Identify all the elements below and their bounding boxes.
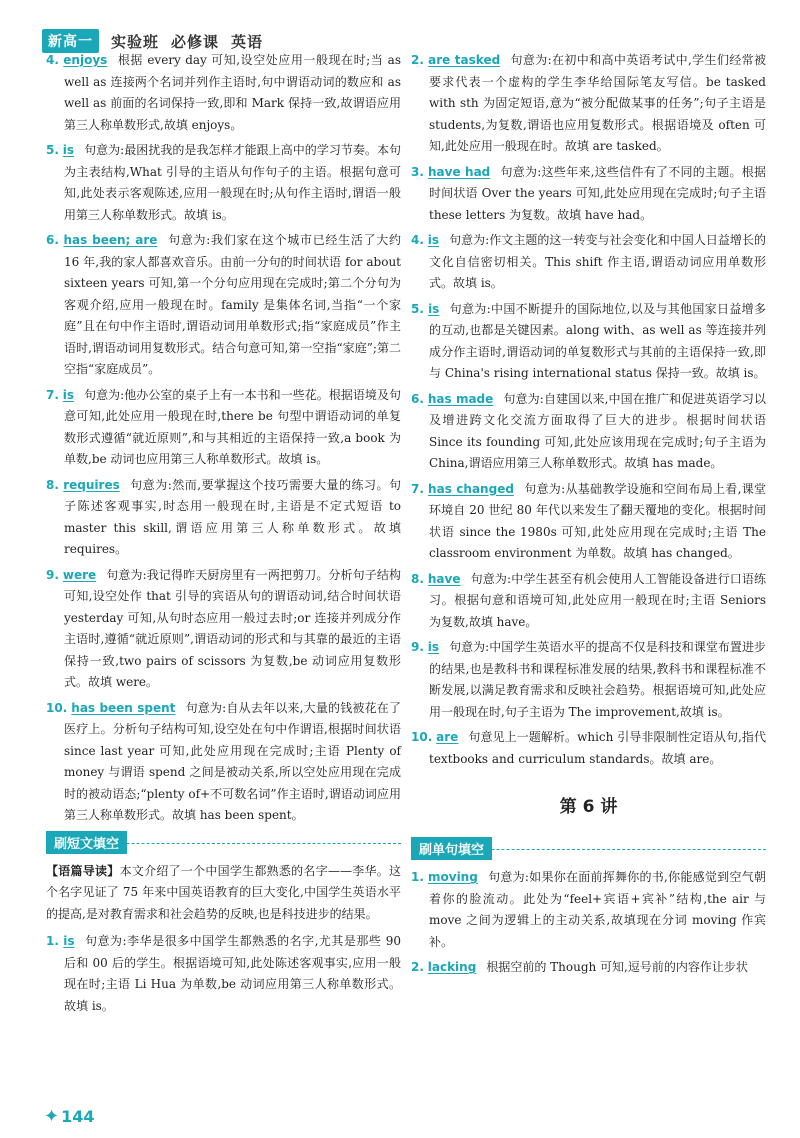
answer-item bbox=[411, 867, 766, 953]
explanation-text: 句意为:最困扰我的是我怎样才能跟上高中的学习节奏。本句为主表结构,What 引导的主语从句作句子的主语。根据句意可知,此处表示客观陈述,应用一般现在时;从句作主语时,谓语一般用第三人称单数形式。故填 is。 bbox=[64, 143, 401, 222]
section-header-passage bbox=[46, 831, 401, 857]
passage-intro bbox=[46, 861, 401, 926]
page-number-text: 144 bbox=[61, 1107, 95, 1126]
section-title: 刷短文填空 bbox=[46, 831, 127, 854]
item-number: 1. bbox=[46, 934, 59, 948]
answer-key: is bbox=[62, 387, 75, 402]
answer-item bbox=[46, 475, 401, 561]
answer-item bbox=[411, 299, 766, 385]
answer-item bbox=[46, 230, 401, 381]
explanation-text: 句意为:李华是很多中国学生都熟悉的名字,尤其是那些 90 后和 00 后的学生。根据语境可知,此处陈述客观事实,应用一般现在时;主语 Li Hua 为单数,be 动词应用第三人称单数形式。故填 is。 bbox=[64, 934, 401, 1013]
explanation-text: 句意为:我们家在这个城市已经生活了大约 16 年,我的家人都喜欢音乐。由前一分句的时间状语 for about sixteen years 可知,第一个分句应用现在完成时;第二个分句为客观介绍,应用一般现在时。family 是集体名词,当指“一个家庭”且在句中作主语时,谓语动词用单数形式;指“家庭成员”作主语时,谓语动词用复数形式。结合句意可知,第一空指“家庭”;第二空指“家庭成员”。 bbox=[64, 233, 401, 376]
right-column bbox=[411, 50, 766, 983]
item-number: 9. bbox=[411, 640, 424, 654]
item-number: 2. bbox=[411, 53, 424, 67]
left-column bbox=[46, 50, 401, 1021]
answer-item bbox=[46, 50, 401, 136]
answer-key: has been spent bbox=[71, 700, 176, 715]
explanation-text: 句意为:中国不断提升的国际地位,以及与其他国家日益增多的互动,也都是关键因素。along with、as well as 等连接并列成分作主语时,谓语动词的单复数形式与其前的主语保持一致,即与 China's rising international status 保持一致。故填 is。 bbox=[429, 301, 766, 380]
item-number: 9. bbox=[46, 567, 59, 582]
explanation-text: 句意为:中国学生英语水平的提高不仅是科技和课堂布置进步的结果,也是教科书和课程标准发展的结果,教科书和课程标准不断发展,以满足教育需求和反映社会趋势。根据语境可知,此处应用一般现在时,句子主语为 The improvement,故填 is。 bbox=[429, 640, 766, 719]
answer-item bbox=[46, 565, 401, 694]
item-number: 2. bbox=[411, 960, 424, 974]
intro-label: 【语篇导读】 bbox=[46, 863, 120, 878]
explanation-text: 句意为:然而,要掌握这个技巧需要大量的练习。句子陈述客观事实,时态用一般现在时,主语是不定式短语 to master this skill,谓语应用第三人称单数形式。故填 requires。 bbox=[64, 477, 401, 556]
explanation-text: 句意为:从基础教学设施和空间布局上看,课堂环境自 20 世纪 80 年代以来发生了翻天覆地的变化。根据时间状语 since the 1980s 可知,此处应用现在完成时;主语 The classroom environment 为单数。故填 has changed。 bbox=[429, 481, 767, 560]
answer-item bbox=[411, 389, 766, 475]
answer-key: are tasked bbox=[428, 53, 501, 67]
answer-item bbox=[411, 637, 766, 723]
answer-key: were bbox=[62, 567, 97, 582]
answer-item bbox=[46, 140, 401, 226]
answer-key: has changed bbox=[428, 481, 514, 496]
page-header bbox=[42, 30, 263, 52]
subject-label: 英语 bbox=[231, 32, 264, 51]
answer-item bbox=[411, 162, 766, 227]
answer-item bbox=[411, 479, 766, 565]
answer-key: is bbox=[427, 640, 440, 654]
answer-key: requires bbox=[63, 477, 120, 492]
item-number: 8. bbox=[46, 477, 59, 492]
series-label: 实验班 bbox=[111, 32, 160, 51]
answer-key: are bbox=[436, 730, 459, 744]
explanation-text: 句意为:他办公室的桌子上有一本书和一些花。根据语境及句意可知,此处应用一般现在时,there be 句型中谓语动词的单复数形式遵循“就近原则”,和与其相近的主语保持一致,a book 为单数,be 动词也应用第三人称单数形式。故填 is。 bbox=[64, 387, 401, 466]
explanation-text: 句意为:自建国以来,中国在推广和促进英语学习以及增进跨文化交流方面取得了巨大的进步。根据时间状语 Since its founding 可知,此处应该用现在完成时;句子主语为 China,谓语应用第三人称单数形式。故填 has made。 bbox=[429, 391, 767, 470]
explanation-text: 句意见上一题解析。which 引导非限制性定语从句,指代 textbooks and curriculum standards。故填 are。 bbox=[429, 730, 766, 766]
item-number: 5. bbox=[46, 143, 59, 157]
answer-item bbox=[46, 931, 401, 1017]
answer-item bbox=[411, 50, 766, 158]
explanation-text: 句意为:自从去年以来,大量的钱被花在了医疗上。分析句子结构可知,设空处在句中作谓语,根据时间状语 since last year 可知,此处应用现在完成时;主语 Plenty of money 与谓语 spend 之间是被动关系,所以空处应用现在完成时的被动语态;“plenty of+不可数名词”作主语时,谓语动词应用第三人称单数形式。故填 has been spent。 bbox=[64, 700, 402, 822]
item-number: 6. bbox=[411, 391, 424, 406]
answer-item bbox=[46, 385, 401, 471]
answer-key: is bbox=[63, 934, 75, 948]
answer-key: is bbox=[427, 233, 440, 247]
star-icon: ✦ bbox=[44, 1106, 60, 1127]
book-label: 必修课 bbox=[171, 32, 220, 51]
answer-key: have bbox=[427, 571, 461, 586]
explanation-text: 根据空前的 Though 可知,逗号前的内容作让步状 bbox=[486, 960, 748, 974]
answer-key: has made bbox=[427, 391, 494, 406]
answer-item bbox=[46, 698, 401, 827]
item-number: 6. bbox=[46, 233, 59, 247]
item-number: 1. bbox=[411, 870, 424, 884]
page-number bbox=[44, 1106, 95, 1127]
explanation-text: 句意为:作文主题的这一转变与社会变化和中国人日益增长的文化自信密切相关。This shift 作主语,谓语动词应用单数形式。故填 is。 bbox=[429, 233, 766, 290]
answer-key: have had bbox=[428, 164, 491, 179]
lecture-title: 第 6 讲 bbox=[559, 797, 618, 817]
explanation-text: 句意为:这些年来,这些信件有了不同的主题。根据时间状语 Over the years 可知,此处应用现在完成时;句子主语 these letters 为复数。故填 have had。 bbox=[429, 164, 766, 222]
item-number: 4. bbox=[46, 53, 59, 67]
item-number: 10. bbox=[46, 700, 68, 715]
item-number: 7. bbox=[46, 387, 59, 402]
answer-key: has been; are bbox=[63, 233, 158, 247]
item-number: 3. bbox=[411, 164, 424, 179]
item-number: 10. bbox=[411, 730, 433, 744]
item-number: 4. bbox=[411, 233, 424, 247]
answer-item bbox=[411, 727, 766, 770]
explanation-text: 句意为:如果你在面前挥舞你的书,你能感觉到空气朝着你的脸流动。此处为“feel+宾语+宾补”结构,the air 与 move 之间为逻辑上的主动关系,故填现在分词 moving 作宾补。 bbox=[429, 870, 766, 949]
answer-key: lacking bbox=[427, 960, 477, 974]
grade-tag: 新高一 bbox=[42, 29, 99, 53]
answer-key: is bbox=[428, 301, 440, 316]
item-number: 8. bbox=[411, 571, 424, 586]
section-header-sentence bbox=[411, 837, 766, 863]
answer-item bbox=[411, 569, 766, 634]
explanation-text: 根据 every day 可知,设空处应用一般现在时;当 as well as 连接两个名词并列作主语时,句中谓语动词的数应和 as well as 前面的名词保持一致,即和 Mark 保持一致,故谓语应用第三人称单数形式,故填 enjoys。 bbox=[64, 53, 401, 132]
intro-text: 本文介绍了一个中国学生都熟悉的名字——李华。这个名字见证了 75 年来中国英语教育的巨大变化,中国学生英语水平的提高,是对教育需求和社会趋势的反映,也是科技进步的结果。 bbox=[46, 863, 401, 921]
explanation-text: 句意为:中学生甚至有机会使用人工智能设备进行口语练习。根据句意和语境可知,此处应用一般现在时;主语 Seniors 为复数,故填 have。 bbox=[429, 571, 766, 629]
item-number: 5. bbox=[411, 301, 424, 316]
answer-key: is bbox=[62, 143, 75, 157]
item-number: 7. bbox=[411, 481, 424, 496]
answer-key: enjoys bbox=[63, 53, 108, 67]
explanation-text: 句意为:我记得昨天厨房里有一两把剪刀。分析句子结构可知,设空处作 that 引导的宾语从句的谓语动词,结合时间状语 yesterday 可知,从句时态应用一般过去时;or 连接并列成分作主语时,遵循“就近原则”,谓语动词的形式和与其靠的最近的主语保持一致,two pairs of scissors 为复数,be 动词应用复数形式。故填 were。 bbox=[64, 567, 401, 689]
explanation-text: 句意为:在初中和高中英语考试中,学生们经常被要求代表一个虚构的学生李华给国际笔友写信。be tasked with sth 为固定短语,意为“被分配做某事的任务”;句子主语是 students,为复数,谓语也应用复数形式。根据语境及 often 可知,此处应用一般现在时。故填 are tasked。 bbox=[429, 53, 766, 153]
answer-item bbox=[411, 230, 766, 295]
section-title: 刷单句填空 bbox=[411, 837, 492, 860]
answer-item bbox=[411, 957, 766, 979]
answer-key: moving bbox=[428, 870, 478, 884]
